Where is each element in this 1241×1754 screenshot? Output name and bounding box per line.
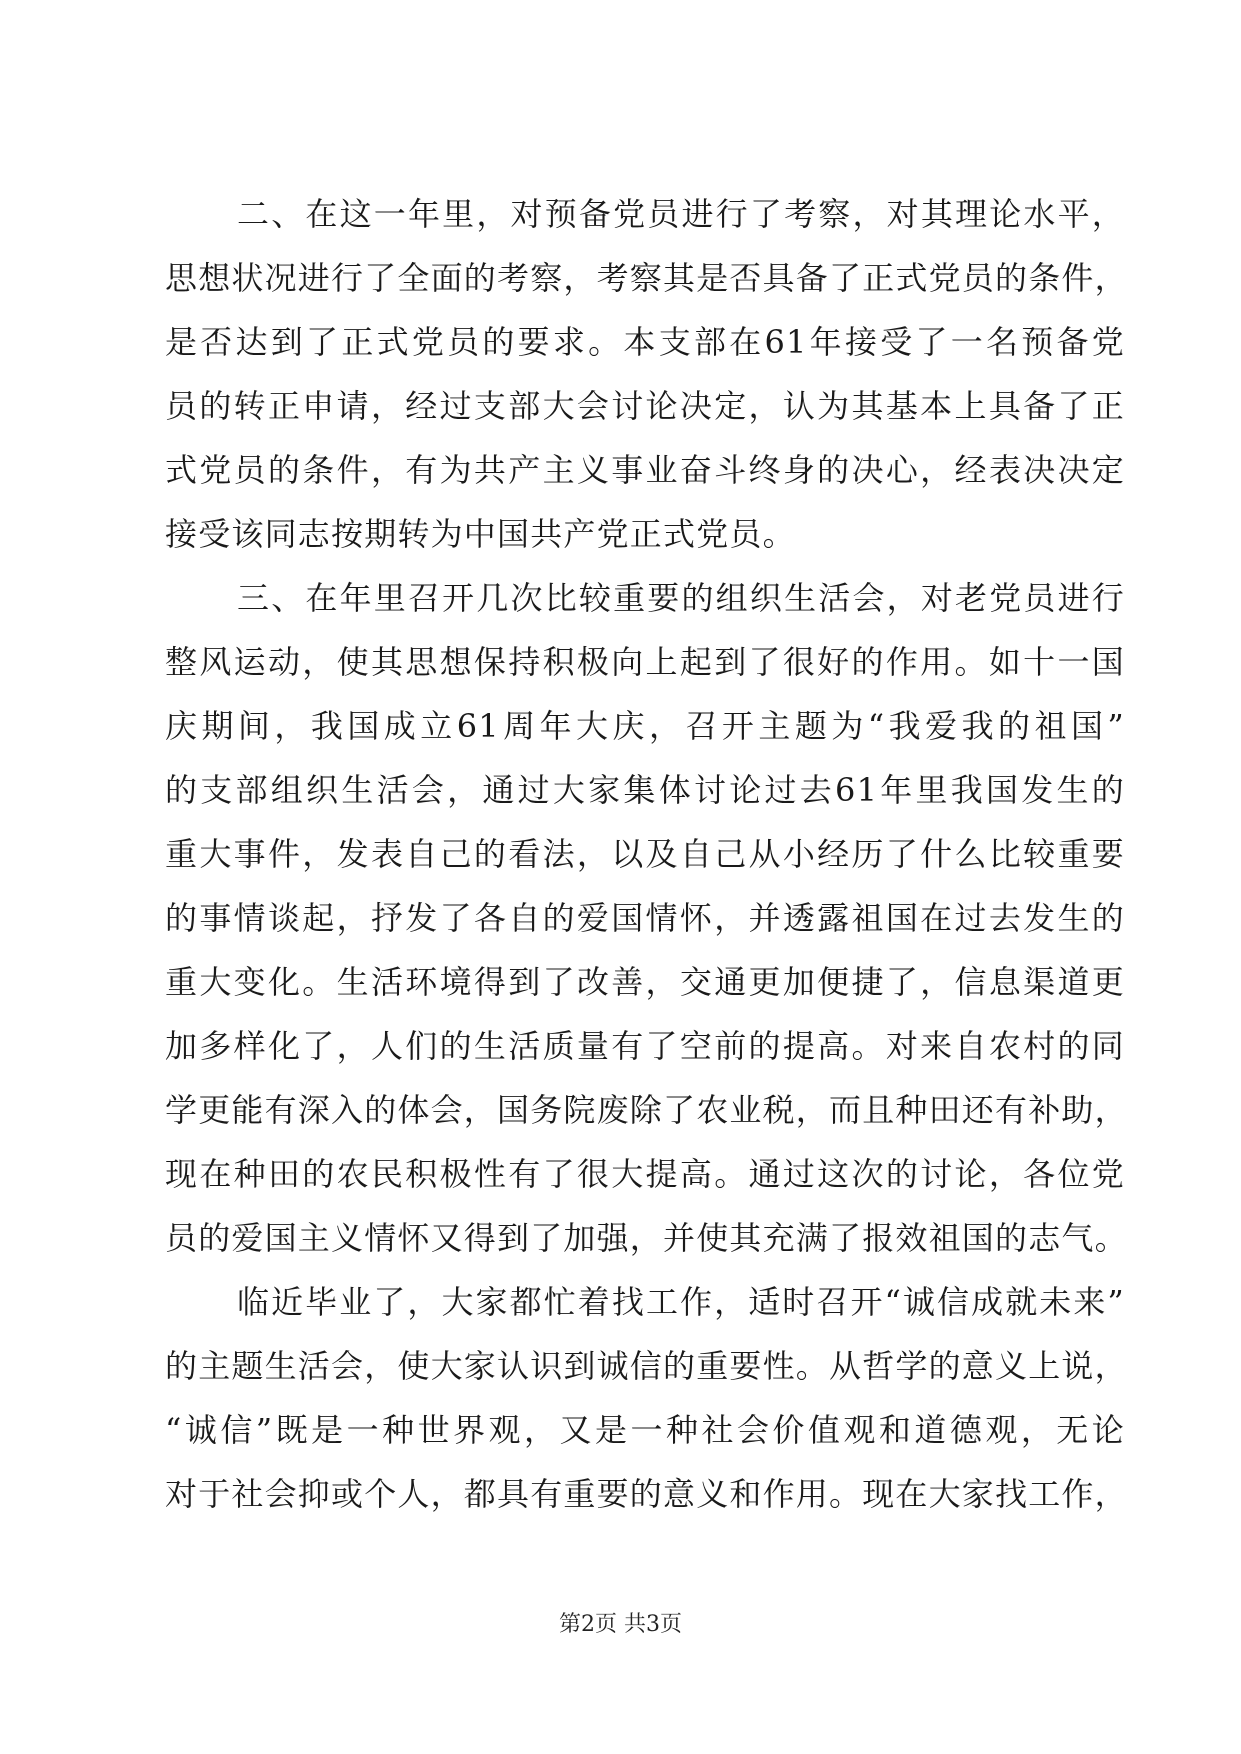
paragraph-line: 学更能有深入的体会，国务院废除了农业税，而且种田还有补助， bbox=[165, 1091, 1128, 1129]
paragraph-line: 对于社会抑或个人，都具有重要的意义和作用。现在大家找工作， bbox=[165, 1475, 1128, 1513]
paragraph-line: 接受该同志按期转为中国共产党正式党员。 bbox=[165, 515, 796, 553]
paragraph-line: 是否达到了正式党员的要求。本支部在61年接受了一名预备党 bbox=[165, 323, 1125, 361]
paragraph-line: 庆期间，我国成立61周年大庆，召开主题为“我爱我的祖国” bbox=[165, 707, 1125, 745]
document-body bbox=[165, 182, 1128, 1526]
page-number-footer: 第2页 共3页 bbox=[559, 1612, 682, 1637]
paragraph-line: 式党员的条件，有为共产主义事业奋斗终身的决心，经表决决定 bbox=[165, 451, 1125, 489]
paragraph-line: 的主题生活会，使大家认识到诚信的重要性。从哲学的意义上说， bbox=[165, 1347, 1128, 1385]
paragraph-line: 的支部组织生活会，通过大家集体讨论过去61年里我国发生的 bbox=[165, 771, 1125, 809]
paragraph-line: “诚信”既是一种世界观，又是一种社会价值观和道德观，无论 bbox=[165, 1411, 1125, 1449]
paragraph-line: 员的转正申请，经过支部大会讨论决定，认为其基本上具备了正 bbox=[165, 387, 1125, 425]
paragraph-line: 重大事件，发表自己的看法，以及自己从小经历了什么比较重要 bbox=[165, 835, 1125, 873]
paragraph-line: 加多样化了，人们的生活质量有了空前的提高。对来自农村的同 bbox=[165, 1027, 1125, 1065]
paragraph-line: 现在种田的农民积极性有了很大提高。通过这次的讨论，各位党 bbox=[165, 1155, 1125, 1193]
paragraph-line: 重大变化。生活环境得到了改善，交通更加便捷了，信息渠道更 bbox=[165, 963, 1125, 1001]
paragraph-line: 二、在这一年里，对预备党员进行了考察，对其理论水平， bbox=[237, 195, 1125, 233]
paragraph-line: 思想状况进行了全面的考察，考察其是否具备了正式党员的条件， bbox=[165, 259, 1128, 297]
paragraph-line: 三、在年里召开几次比较重要的组织生活会，对老党员进行 bbox=[237, 579, 1125, 617]
paragraph-line: 整风运动，使其思想保持积极向上起到了很好的作用。如十一国 bbox=[165, 643, 1125, 681]
paragraph-line: 员的爱国主义情怀又得到了加强，并使其充满了报效祖国的志气。 bbox=[165, 1219, 1128, 1257]
paragraph-line: 临近毕业了，大家都忙着找工作，适时召开“诚信成就未来” bbox=[237, 1283, 1125, 1321]
paragraph-line: 的事情谈起，抒发了各自的爱国情怀，并透露祖国在过去发生的 bbox=[165, 899, 1125, 937]
